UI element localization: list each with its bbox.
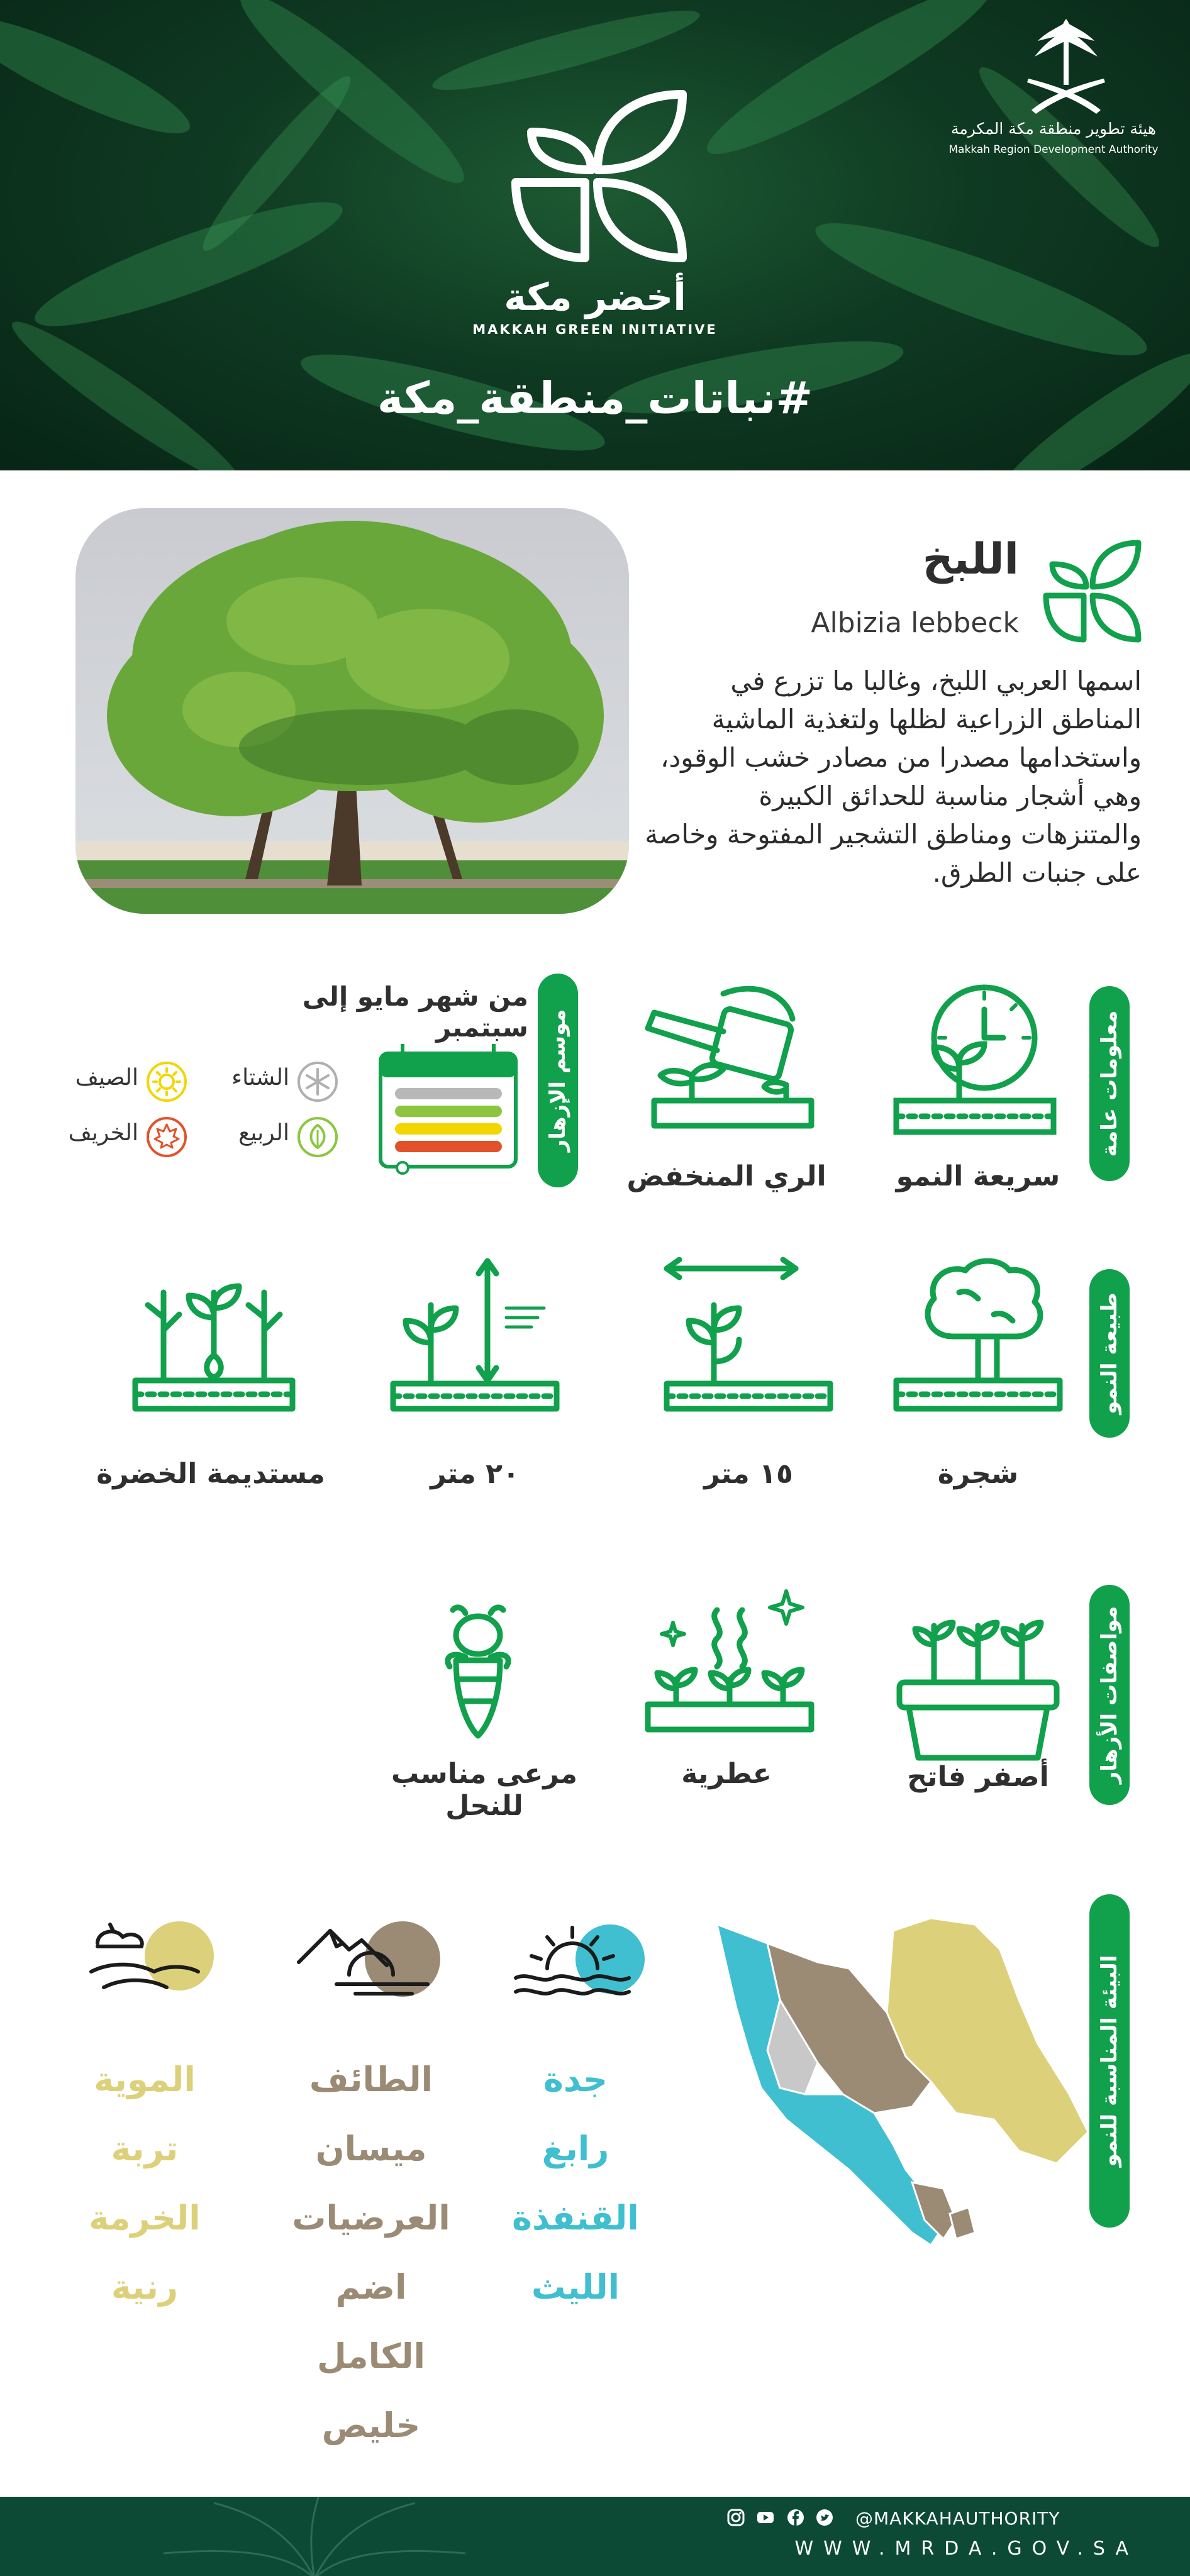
- watering-can-icon: [642, 981, 818, 1145]
- planter-icon: [890, 1607, 1066, 1770]
- city-brown-6: خليص: [321, 2406, 421, 2445]
- twitter-icon[interactable]: [815, 2508, 834, 2527]
- authority-name-ar: هيئة تطوير منطقة مكة المكرمة: [950, 119, 1157, 138]
- snowflake-icon: [296, 1060, 340, 1104]
- width-arrow-icon: [660, 1255, 837, 1418]
- makkah-region-map: [704, 1906, 1094, 2283]
- section-tab-environment: البيئة المناسبة للنمو: [1089, 1894, 1130, 2228]
- info-label-low-irrigation: الري المنخفض: [626, 1160, 826, 1192]
- growth-label-height: ٢٠ متر: [430, 1458, 520, 1490]
- city-teal-4: الليث: [531, 2267, 620, 2307]
- plant-description: اسمها العربي اللبخ، وغالبا ما تزرع في المناطق الزراعية لظلها ولتغذية الماشية واستخدامها مصدرا من مصادر خشب الوقود، وهي أشجار مناسبة للحدائق الكبيرة والمتنزهات ومناطق التشجير المفتوحة وخاصة على جنبات الطرق.: [645, 665, 1142, 888]
- city-brown-3: العرضيات: [292, 2198, 450, 2238]
- fragrance-icon: [642, 1585, 818, 1748]
- city-yellow-1: الموية: [94, 2060, 196, 2099]
- bee-icon: [390, 1601, 566, 1764]
- website-link[interactable]: WWW.MRDA.GOV.SA: [794, 2538, 1138, 2560]
- flower-label-color: أصفر فاتح: [907, 1761, 1049, 1793]
- hashtag-title: #نباتات_منطقة_مكة: [377, 372, 813, 424]
- section-tab-growth-nature: طبيعة النمو: [1089, 1269, 1130, 1438]
- season-autumn-label: الخريف: [68, 1120, 138, 1146]
- city-teal-1: جدة: [543, 2060, 608, 2099]
- section-tab-flower-specs: مواصفات الأزهار: [1089, 1585, 1130, 1805]
- social-handle[interactable]: @MAKKAHAUTHORITY: [855, 2508, 1060, 2529]
- youtube-icon[interactable]: [756, 2508, 775, 2527]
- albizia-tree-photo: [75, 508, 629, 914]
- hero-banner: [0, 0, 1190, 470]
- season-summer-label: الصيف: [75, 1065, 138, 1091]
- plant-scientific-name: Albizia lebbeck: [811, 607, 1019, 639]
- authority-name-en: Makkah Region Development Authority: [948, 143, 1159, 156]
- city-teal-3: القنفذة: [512, 2198, 639, 2238]
- city-brown-4: اضم: [335, 2267, 407, 2307]
- city-brown-2: ميسان: [315, 2129, 427, 2168]
- city-brown-1: الطائف: [309, 2060, 433, 2099]
- city-yellow-3: الخرمة: [89, 2198, 201, 2238]
- height-arrow-icon: [387, 1255, 563, 1418]
- growth-label-tree: شجرة: [937, 1458, 1019, 1490]
- sun-icon: [145, 1060, 189, 1104]
- growth-label-evergreen: مستديمة الخضرة: [96, 1458, 325, 1490]
- initiative-name-ar: أخضر مكة: [504, 275, 686, 319]
- info-label-fast-growth: سريعة النمو: [896, 1160, 1060, 1192]
- evergreen-icon: [126, 1255, 302, 1418]
- city-yellow-4: رنية: [111, 2267, 179, 2307]
- palm-swords-emblem-icon: [1022, 16, 1110, 116]
- facebook-icon[interactable]: [786, 2508, 805, 2527]
- desert-sun-icon: [85, 1918, 217, 2003]
- flower-label-bee-pasture: مرعى مناسب للنحل: [391, 1758, 578, 1822]
- city-brown-5: الكامل: [316, 2336, 426, 2376]
- leaf-icon: [296, 1115, 340, 1159]
- section-tab-general-info: معلومات عامة: [1089, 986, 1130, 1181]
- plant-logo-icon: [1041, 538, 1142, 645]
- season-winter-label: الشتاء: [231, 1065, 289, 1091]
- season-spring-label: الربيع: [238, 1120, 289, 1146]
- palm-leaf-decor-icon: [138, 2497, 491, 2576]
- plant-name-ar: اللبخ: [922, 535, 1019, 584]
- tree-icon: [890, 1255, 1066, 1418]
- fast-growth-clock-icon: [884, 981, 1060, 1145]
- initiative-name-en: MAKKAH GREEN INITIATIVE: [472, 322, 718, 337]
- sea-sun-icon: [503, 1921, 648, 2003]
- city-teal-2: رابغ: [542, 2129, 609, 2168]
- growth-label-width: ١٥ متر: [704, 1458, 793, 1490]
- section-tab-flowering-season: موسم الإزهار: [538, 974, 578, 1187]
- mountain-sun-icon: [292, 1915, 443, 2003]
- flower-label-fragrant: عطرية: [681, 1758, 772, 1790]
- city-yellow-2: تربة: [111, 2129, 179, 2168]
- instagram-icon[interactable]: [726, 2508, 745, 2527]
- flowering-period: من شهر مايو إلى سبتمبر: [302, 981, 528, 1043]
- maple-leaf-icon: [145, 1115, 189, 1159]
- makkah-green-logo-icon: [503, 82, 692, 270]
- calendar-icon: [377, 1041, 519, 1176]
